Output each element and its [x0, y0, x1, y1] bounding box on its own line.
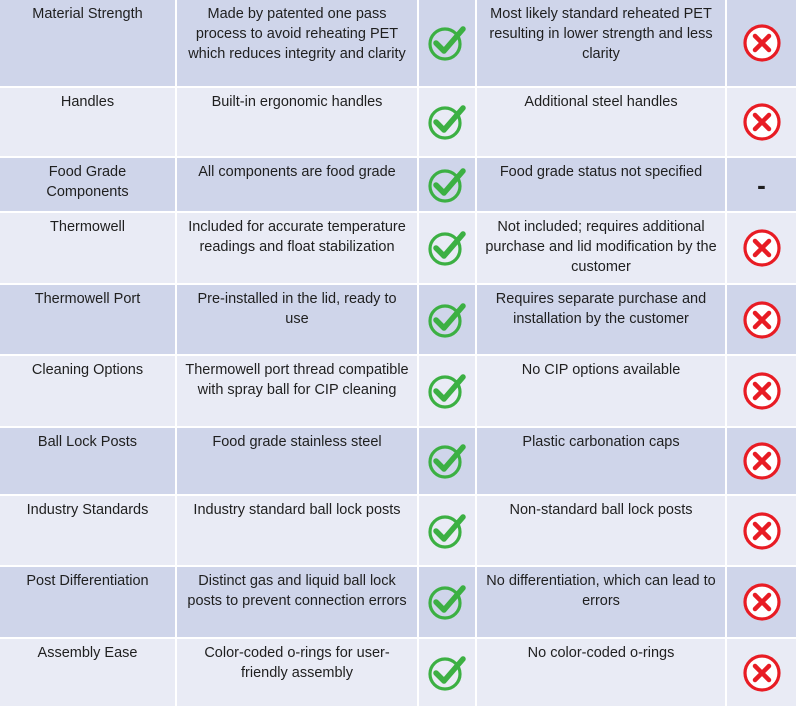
theirs-description-cell: No differentiation, which can lead to errors [477, 567, 727, 639]
ours-description-cell: Thermowell port thread compatible with spray ball for CIP cleaning [177, 356, 419, 428]
theirs-description-cell: No color-coded o-rings [477, 639, 727, 708]
ours-description-cell: Food grade stainless steel [177, 428, 419, 496]
ours-description-cell: Built-in ergonomic handles [177, 88, 419, 158]
ours-description-cell: Made by patented one pass process to avoid reheating PET which reduces integrity and clarity [177, 0, 419, 88]
check-icon [419, 567, 477, 639]
cross-icon [727, 213, 798, 285]
check-icon [419, 428, 477, 496]
theirs-description-cell: Non-standard ball lock posts [477, 496, 727, 567]
cross-icon [727, 428, 798, 496]
ours-description-cell: All components are food grade [177, 158, 419, 213]
theirs-description-cell: Most likely standard reheated PET resulting in lower strength and less clarity [477, 0, 727, 88]
check-icon [419, 213, 477, 285]
feature-cell: Ball Lock Posts [0, 428, 177, 496]
cross-icon [727, 496, 798, 567]
cross-icon [727, 285, 798, 356]
theirs-description-cell: Requires separate purchase and installation by the customer [477, 285, 727, 356]
check-icon [419, 285, 477, 356]
check-icon [419, 496, 477, 567]
cross-icon [727, 88, 798, 158]
feature-cell: Post Differentiation [0, 567, 177, 639]
theirs-description-cell: Food grade status not specified [477, 158, 727, 213]
dash-mark-text: - [757, 169, 766, 200]
theirs-description-cell: Plastic carbonation caps [477, 428, 727, 496]
ours-description-cell: Included for accurate temperature readings and float stabilization [177, 213, 419, 285]
feature-cell: Assembly Ease [0, 639, 177, 708]
ours-description-cell: Distinct gas and liquid ball lock posts to prevent connection errors [177, 567, 419, 639]
check-icon [419, 158, 477, 213]
theirs-description-cell: No CIP options available [477, 356, 727, 428]
feature-cell: Cleaning Options [0, 356, 177, 428]
ours-description-cell: Color-coded o-rings for user-friendly assembly [177, 639, 419, 708]
dash-mark [727, 158, 798, 213]
check-icon [419, 88, 477, 158]
feature-cell: Handles [0, 88, 177, 158]
cross-icon [727, 639, 798, 708]
ours-description-cell: Industry standard ball lock posts [177, 496, 419, 567]
cross-icon [727, 567, 798, 639]
ours-description-cell: Pre-installed in the lid, ready to use [177, 285, 419, 356]
cross-icon [727, 356, 798, 428]
cross-icon [727, 0, 798, 88]
theirs-description-cell: Not included; requires additional purchase and lid modification by the customer [477, 213, 727, 285]
check-icon [419, 356, 477, 428]
feature-cell: Material Strength [0, 0, 177, 88]
feature-cell: Food Grade Components [0, 158, 177, 213]
feature-cell: Thermowell Port [0, 285, 177, 356]
feature-cell: Industry Standards [0, 496, 177, 567]
theirs-description-cell: Additional steel handles [477, 88, 727, 158]
check-icon [419, 639, 477, 708]
feature-cell: Thermowell [0, 213, 177, 285]
check-icon [419, 0, 477, 88]
